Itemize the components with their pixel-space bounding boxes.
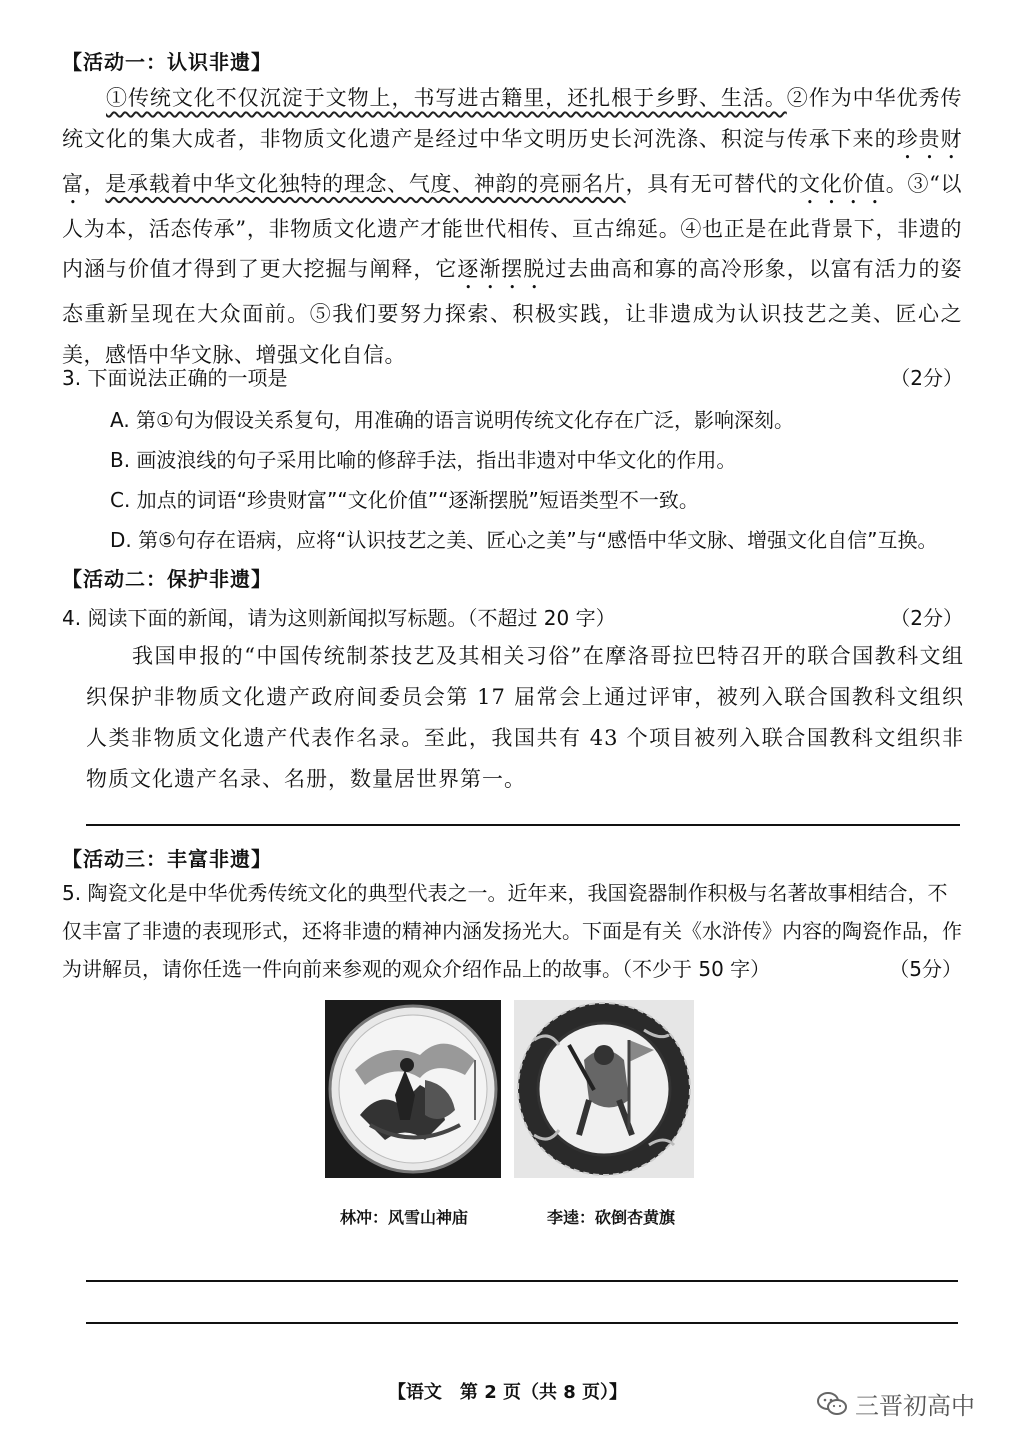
q5-text: 5. 陶瓷文化是中华优秀传统文化的典型代表之一。近年来，我国瓷器制作积极与名著故事相结合，不仅丰富了非遗的表现形式，还将非遗的精神内涵发扬光大。下面是有关《水浒传》内容的陶瓷作品，作为讲解员，请你任选一件向前来参观的观众介绍作品上的故事。（不少于 50 字） （5分）	[62, 874, 962, 988]
q4-news: 我国申报的“中国传统制茶技艺及其相关习俗”在摩洛哥拉巴特召开的联合国教科文组织保护非物质文化遗产政府间委员会第 17 届常会上通过评审，被列入联合国教科文组织人类非物质文化遗产代表作名录。至此，我国共有 43 个项目被列入联合国教科文组织非物质文化遗产名录、名册，数量居世界第一。	[86, 644, 964, 791]
wechat-brand	[817, 1386, 975, 1421]
activity3-heading: 【活动三：丰富非遗】	[62, 847, 272, 871]
q4-line	[62, 602, 963, 631]
plate-li-kui-illustration	[514, 1000, 694, 1178]
q5-score: （5分）	[889, 957, 962, 981]
q4-answer-line[interactable]	[86, 824, 960, 826]
q3-stem: 3. 下面说法正确的一项是	[62, 366, 288, 390]
q3-option-b: B. 画波浪线的句子采用比喻的修辞手法，指出非遗对中华文化的作用。	[110, 448, 737, 472]
page-footer: 【语文 第 2 页（共 8 页）】	[387, 1382, 628, 1403]
sentence-4a: ④也正是在此背景下，非遗的内涵与价值才得到了更大挖掘与阐释，它	[62, 216, 963, 281]
plate-lin-chong-illustration	[325, 1000, 501, 1178]
q3-option-a: A. 第①句为假设关系复句，用准确的语言说明传统文化存在广泛，影响深刻。	[110, 408, 794, 432]
q4-score: （2分）	[890, 606, 963, 630]
q3-score: （2分）	[890, 366, 963, 390]
porcelain-plate-li-kui	[514, 1000, 694, 1178]
caption-li-kui: 李逵：砍倒杏黄旗	[547, 1208, 676, 1227]
activity2-heading: 【活动二：保护非遗】	[62, 567, 272, 591]
sentence-2a: ②作为中华优秀传统文化的集大成者，非物质文化遗产是经过中华文明历史长河洗涤、积淀与传承下来的	[62, 86, 963, 151]
sentence-4b: 过去曲高和寡的高冷形象，以富有活力的姿态重新呈现在大众面前。	[62, 257, 963, 326]
dotted-word-zhujian: 逐渐摆脱	[457, 257, 546, 281]
activity1-heading: 【活动一：认识非遗】	[62, 50, 272, 74]
q4-stem: 4. 阅读下面的新闻，请为这则新闻拟写标题。（不超过 20 字）	[62, 606, 616, 630]
q3-line	[62, 362, 963, 391]
caption-lin-chong: 林冲：风雪山神庙	[340, 1208, 469, 1227]
activity1-passage: ①传统文化不仅沉淀于文物上，书写进古籍里，还扎根于乡野、生活。②作为中华优秀传统文化的集大成者，非物质文化遗产是经过中华文明历史长河洗涤、积淀与传承下来的珍贵财富，是承载着中华文化独特的理念、气度、神韵的亮丽名片，具有无可替代的文化价值。③“以人为本，活态传承”，非物质文化遗产才能世代相传、亘古绵延。④也正是在此背景下，非遗的内涵与价值才得到了更大挖掘与阐释，它逐渐摆脱过去曲高和寡的高冷形象，以富有活力的姿态重新呈现在大众面前。⑤我们要努力探索、积极实践，让非遗成为认识技艺之美、匠心之美，感悟中华文脉、增强文化自信。	[62, 86, 963, 367]
brand-name: 三晋初高中	[855, 1392, 975, 1420]
dotted-word-zhengui: 珍贵财富	[62, 126, 963, 196]
q5-answer-line-1[interactable]	[86, 1280, 958, 1282]
q3-option-c: C. 加点的词语“珍贵财富”“文化价值”“逐渐摆脱”短语类型不一致。	[110, 488, 699, 512]
q3-option-d: D. 第⑤句存在语病，应将“认识技艺之美、匠心之美”与“感悟中华文脉、增强文化自信”互换。	[110, 528, 938, 552]
dotted-word-wenhua: 文化价值	[799, 171, 886, 196]
wechat-icon	[817, 1391, 847, 1417]
sentence-1: ①传统文化不仅沉淀于文物上，书写进古籍里，还扎根于乡野、生活。	[106, 86, 787, 110]
porcelain-plate-lin-chong	[325, 1000, 501, 1178]
q5-answer-line-2[interactable]	[86, 1322, 958, 1324]
wavy-sentence: 是承载着中华文化独特的理念、气度、神韵的亮丽名片	[105, 171, 626, 196]
sentence-3: ③“以人为本，活态传承”，非物质文化遗产才能世代相传、亘古绵延。	[62, 171, 963, 241]
sentence-5: ⑤我们要努力探索、积极实践，让非遗成为认识技艺之美、匠心之美，感悟中华文脉、增强文化自信。	[62, 302, 962, 367]
